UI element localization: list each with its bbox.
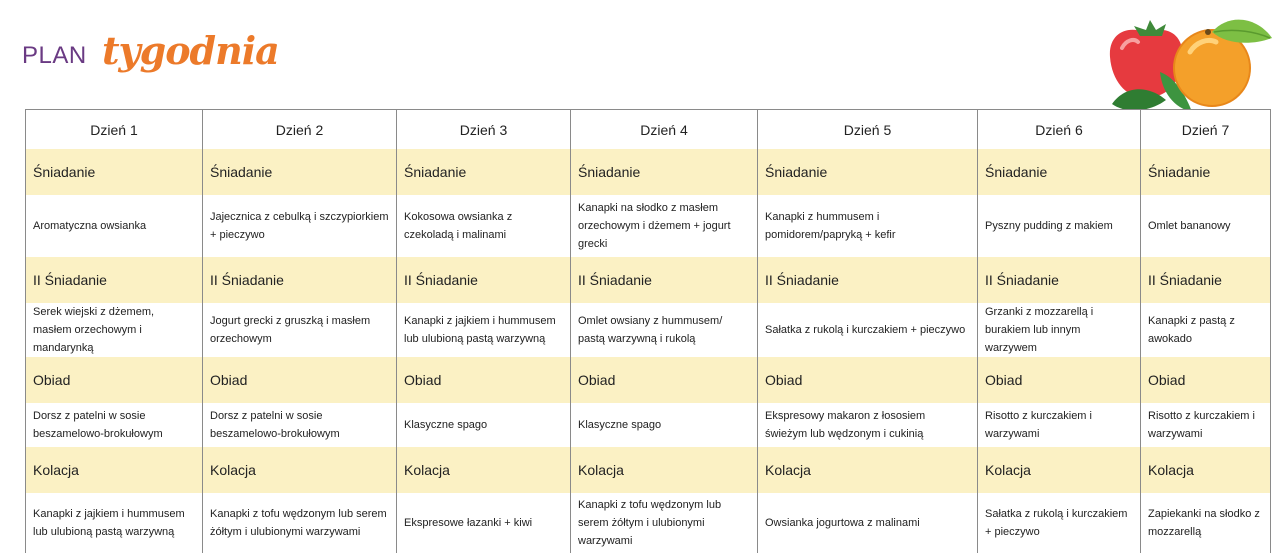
- meal-label: Śniadanie: [26, 149, 203, 195]
- meal-row-second-breakfast: [26, 257, 1271, 303]
- day-header: Dzień 1: [26, 110, 203, 150]
- meal-row-breakfast: [26, 149, 1271, 195]
- day-header: Dzień 6: [978, 110, 1141, 150]
- meal-label: Śniadanie: [1141, 149, 1271, 195]
- meal-label: Obiad: [26, 357, 203, 403]
- dish-cell: Jajecznica z cebulką i szczypiorkiem + pieczywo: [203, 195, 397, 257]
- dish-cell: Kanapki z tofu wędzonym lub serem żółtym i ulubionymi warzywami: [203, 493, 397, 553]
- dish-row-lunch: [26, 403, 1271, 447]
- meal-label: Śniadanie: [397, 149, 571, 195]
- meal-row-dinner: [26, 447, 1271, 493]
- meal-label: II Śniadanie: [397, 257, 571, 303]
- dish-cell: Kanapki z hummusem i pomidorem/papryką + kefir: [758, 195, 978, 257]
- meal-label: Obiad: [978, 357, 1141, 403]
- dish-row-second-breakfast: [26, 303, 1271, 357]
- dish-cell: Ekspresowy makaron z łososiem świeżym lub wędzonym i cukinią: [758, 403, 978, 447]
- day-header: Dzień 2: [203, 110, 397, 150]
- dish-cell: Ekspresowe łazanki + kiwi: [397, 493, 571, 553]
- meal-label: II Śniadanie: [978, 257, 1141, 303]
- dish-cell: Kokosowa owsianka z czekoladą i malinami: [397, 195, 571, 257]
- meal-row-lunch: [26, 357, 1271, 403]
- meal-label: II Śniadanie: [26, 257, 203, 303]
- weekly-meal-plan-table: [25, 109, 1271, 553]
- dish-cell: Kanapki na słodko z masłem orzechowym i dżemem + jogurt grecki: [571, 195, 758, 257]
- meal-label: Kolacja: [26, 447, 203, 493]
- day-header: Dzień 5: [758, 110, 978, 150]
- dish-cell: Klasyczne spago: [571, 403, 758, 447]
- meal-label: II Śniadanie: [571, 257, 758, 303]
- dish-cell: Jogurt grecki z gruszką i masłem orzechowym: [203, 303, 397, 357]
- meal-label: II Śniadanie: [758, 257, 978, 303]
- meal-label: Śniadanie: [571, 149, 758, 195]
- day-header: Dzień 4: [571, 110, 758, 150]
- dish-row-dinner: [26, 493, 1271, 553]
- title-tygodnia: tygodnia: [102, 28, 279, 73]
- dish-row-breakfast: [26, 195, 1271, 257]
- meal-label: Kolacja: [758, 447, 978, 493]
- meal-label: Śniadanie: [758, 149, 978, 195]
- dish-cell: Sałatka z rukolą i kurczakiem + pieczywo: [758, 303, 978, 357]
- meal-label: Kolacja: [1141, 447, 1271, 493]
- dish-cell: Omlet bananowy: [1141, 195, 1271, 257]
- dish-cell: Zapiekanki na słodko z mozzarellą: [1141, 493, 1271, 553]
- dish-cell: Pyszny pudding z makiem: [978, 195, 1141, 257]
- meal-label: Śniadanie: [978, 149, 1141, 195]
- dish-cell: Kanapki z pastą z awokado: [1141, 303, 1271, 357]
- dish-cell: Omlet owsiany z hummusem/ pastą warzywną i rukolą: [571, 303, 758, 357]
- dish-cell: Dorsz z patelni w sosie beszamelowo-brokułowym: [26, 403, 203, 447]
- meal-label: Śniadanie: [203, 149, 397, 195]
- meal-label: II Śniadanie: [203, 257, 397, 303]
- fruit-illustration: [1100, 12, 1280, 122]
- meal-label: Obiad: [571, 357, 758, 403]
- dish-cell: Klasyczne spago: [397, 403, 571, 447]
- day-header: Dzień 3: [397, 110, 571, 150]
- dish-cell: Kanapki z tofu wędzonym lub serem żółtym i ulubionymi warzywami: [571, 493, 758, 553]
- dish-cell: Grzanki z mozzarellą i burakiem lub innym warzywem: [978, 303, 1141, 357]
- meal-label: II Śniadanie: [1141, 257, 1271, 303]
- title-plan: PLAN: [22, 42, 87, 69]
- meal-label: Kolacja: [397, 447, 571, 493]
- day-header: Dzień 7: [1141, 110, 1271, 150]
- meal-label: Obiad: [397, 357, 571, 403]
- dish-cell: Risotto z kurczakiem i warzywami: [1141, 403, 1271, 447]
- meal-label: Obiad: [203, 357, 397, 403]
- dish-cell: Aromatyczna owsianka: [26, 195, 203, 257]
- meal-label: Kolacja: [203, 447, 397, 493]
- dish-cell: Dorsz z patelni w sosie beszamelowo-brokułowym: [203, 403, 397, 447]
- dish-cell: Kanapki z jajkiem i hummusem lub ulubioną pastą warzywną: [397, 303, 571, 357]
- meal-label: Kolacja: [978, 447, 1141, 493]
- dish-cell: Serek wiejski z dżemem, masłem orzechowym i mandarynką: [26, 303, 203, 357]
- dish-cell: Kanapki z jajkiem i hummusem lub ulubioną pastą warzywną: [26, 493, 203, 553]
- meal-label: Obiad: [1141, 357, 1271, 403]
- dish-cell: Risotto z kurczakiem i warzywami: [978, 403, 1141, 447]
- days-header-row: [26, 110, 1271, 150]
- dish-cell: Owsianka jogurtowa z malinami: [758, 493, 978, 553]
- meal-label: Kolacja: [571, 447, 758, 493]
- dish-cell: Sałatka z rukolą i kurczakiem + pieczywo: [978, 493, 1141, 553]
- meal-label: Obiad: [758, 357, 978, 403]
